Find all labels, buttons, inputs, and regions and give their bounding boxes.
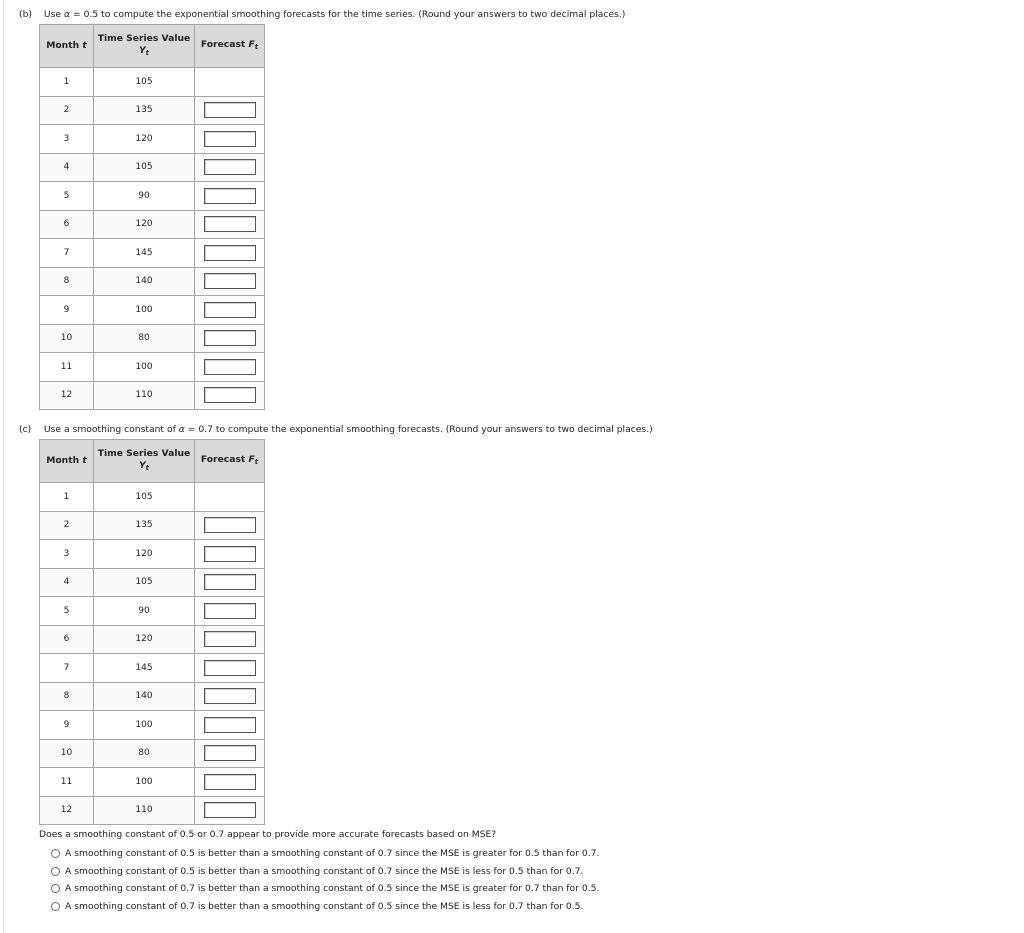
series-value-cell: 100 xyxy=(94,296,195,325)
table-row xyxy=(40,511,265,540)
alpha-0-7-forecast-input-month-11[interactable] xyxy=(204,774,256,790)
alpha-0-7-forecast-input-month-2[interactable] xyxy=(204,517,256,533)
month-cell: 6 xyxy=(40,625,94,654)
series-value-cell: 100 xyxy=(94,353,195,382)
series-value-cell: 135 xyxy=(94,96,195,125)
month-header: Month t xyxy=(40,440,94,483)
table-row xyxy=(40,739,265,768)
table-row xyxy=(40,353,265,382)
forecast-cell xyxy=(195,654,265,683)
alpha-0-5-forecast-input-month-10[interactable] xyxy=(204,330,256,346)
month-cell: 2 xyxy=(40,511,94,540)
series-value-cell: 105 xyxy=(94,568,195,597)
forecast-cell xyxy=(195,239,265,268)
mse-option-2[interactable] xyxy=(51,863,599,881)
alpha-0-5-forecast-input-month-4[interactable] xyxy=(204,159,256,175)
mse-option-1[interactable] xyxy=(51,845,599,863)
table-row xyxy=(40,654,265,683)
table-row xyxy=(40,711,265,740)
mse-option-3[interactable] xyxy=(51,880,599,898)
table-row xyxy=(40,768,265,797)
table-row xyxy=(40,625,265,654)
table-row xyxy=(40,381,265,410)
part-c-question: (c) Use a smoothing constant of α = 0.7 to compute the exponential smoothing forecasts. (Round your answers to two decimal places.) xyxy=(19,424,653,435)
left-border xyxy=(3,0,4,933)
forecast-cell xyxy=(195,625,265,654)
forecast-cell xyxy=(195,682,265,711)
forecast-cell xyxy=(195,353,265,382)
month-cell: 10 xyxy=(40,739,94,768)
month-cell: 1 xyxy=(40,68,94,97)
series-value-cell: 120 xyxy=(94,540,195,569)
series-value-cell: 110 xyxy=(94,381,195,410)
series-header: Time Series Value $Y_t$ xyxy=(94,25,195,68)
alpha-0-5-forecast-input-month-2[interactable] xyxy=(204,102,256,118)
series-value-cell: 100 xyxy=(94,711,195,740)
month-cell: 1 xyxy=(40,483,94,512)
forecast-cell xyxy=(195,267,265,296)
month-cell: 6 xyxy=(40,210,94,239)
month-cell: 8 xyxy=(40,682,94,711)
alpha-0-5-forecast-input-month-12[interactable] xyxy=(204,387,256,403)
table-row xyxy=(40,267,265,296)
alpha-0-5-forecast-input-month-11[interactable] xyxy=(204,359,256,375)
month-cell: 4 xyxy=(40,153,94,182)
series-value-cell: 105 xyxy=(94,153,195,182)
table-row xyxy=(40,210,265,239)
forecast-cell xyxy=(195,182,265,211)
table-row xyxy=(40,540,265,569)
month-cell: 4 xyxy=(40,568,94,597)
forecast-table-alpha-0-7 xyxy=(39,439,265,825)
mse-option-label: A smoothing constant of 0.7 is better than a smoothing constant of 0.5 since the MSE is less for 0.7 than for 0.5. xyxy=(65,900,584,912)
mse-option-4[interactable] xyxy=(51,898,599,916)
forecast-cell xyxy=(195,324,265,353)
series-value-cell: 110 xyxy=(94,796,195,825)
table-row xyxy=(40,239,265,268)
mse-question-block xyxy=(39,829,599,915)
alpha-0-5-forecast-input-month-5[interactable] xyxy=(204,188,256,204)
series-value-cell: 120 xyxy=(94,625,195,654)
table-row xyxy=(40,68,265,97)
table-row xyxy=(40,796,265,825)
alpha-0-7-forecast-input-month-3[interactable] xyxy=(204,546,256,562)
series-value-cell: 145 xyxy=(94,239,195,268)
forecast-cell xyxy=(195,125,265,154)
month-cell: 8 xyxy=(40,267,94,296)
mse-option-label: A smoothing constant of 0.5 is better than a smoothing constant of 0.7 since the MSE is less for 0.5 than for 0.7. xyxy=(65,865,584,877)
forecast-table-alpha-0-5 xyxy=(39,24,265,410)
series-value-cell: 105 xyxy=(94,483,195,512)
table-row xyxy=(40,483,265,512)
series-value-cell: 120 xyxy=(94,210,195,239)
series-header: Time Series Value $Y_t$ xyxy=(94,440,195,483)
table-row xyxy=(40,568,265,597)
alpha-0-5-forecast-input-month-3[interactable] xyxy=(204,131,256,147)
forecast-cell xyxy=(195,540,265,569)
radio-button-icon[interactable] xyxy=(51,884,60,893)
table-row xyxy=(40,96,265,125)
radio-button-icon[interactable] xyxy=(51,902,60,911)
month-cell: 11 xyxy=(40,768,94,797)
alpha-0-7-forecast-input-month-10[interactable] xyxy=(204,745,256,761)
month-header: Month t xyxy=(40,25,94,68)
table-row xyxy=(40,324,265,353)
table-row xyxy=(40,597,265,626)
forecast-cell xyxy=(195,96,265,125)
alpha-0-5-forecast-input-month-6[interactable] xyxy=(204,216,256,232)
alpha-0-7-forecast-input-month-4[interactable] xyxy=(204,574,256,590)
table-row xyxy=(40,296,265,325)
alpha-0-7-forecast-input-month-8[interactable] xyxy=(204,688,256,704)
radio-button-icon[interactable] xyxy=(51,867,60,876)
table-row xyxy=(40,682,265,711)
series-value-cell: 120 xyxy=(94,125,195,154)
month-cell: 3 xyxy=(40,125,94,154)
part-c-label: (c) xyxy=(19,424,32,435)
forecast-cell xyxy=(195,210,265,239)
series-value-cell: 145 xyxy=(94,654,195,683)
series-value-cell: 90 xyxy=(94,597,195,626)
month-cell: 5 xyxy=(40,597,94,626)
forecast-cell xyxy=(195,796,265,825)
forecast-cell xyxy=(195,597,265,626)
series-value-cell: 80 xyxy=(94,324,195,353)
series-value-cell: 90 xyxy=(94,182,195,211)
forecast-cell xyxy=(195,711,265,740)
forecast-header: Forecast $F_t$ xyxy=(195,440,265,483)
forecast-cell xyxy=(195,68,265,97)
month-cell: 11 xyxy=(40,353,94,382)
table-row xyxy=(40,182,265,211)
table-row xyxy=(40,153,265,182)
table-row xyxy=(40,125,265,154)
radio-button-icon[interactable] xyxy=(51,849,60,858)
month-cell: 9 xyxy=(40,296,94,325)
month-cell: 12 xyxy=(40,796,94,825)
series-value-cell: 105 xyxy=(94,68,195,97)
alpha-0-5-forecast-input-month-7[interactable] xyxy=(204,245,256,261)
alpha-0-7-forecast-input-month-6[interactable] xyxy=(204,631,256,647)
forecast-cell xyxy=(195,296,265,325)
alpha-0-7-forecast-input-month-7[interactable] xyxy=(204,660,256,676)
forecast-cell xyxy=(195,739,265,768)
mse-option-label: A smoothing constant of 0.5 is better than a smoothing constant of 0.7 since the MSE is greater for 0.5 than for 0.7. xyxy=(65,848,600,860)
forecast-cell xyxy=(195,511,265,540)
month-cell: 2 xyxy=(40,96,94,125)
forecast-cell xyxy=(195,381,265,410)
series-value-cell: 100 xyxy=(94,768,195,797)
month-cell: 7 xyxy=(40,654,94,683)
month-cell: 10 xyxy=(40,324,94,353)
month-cell: 5 xyxy=(40,182,94,211)
series-value-cell: 135 xyxy=(94,511,195,540)
mse-question: Does a smoothing constant of 0.5 or 0.7 appear to provide more accurate forecasts based on MSE? xyxy=(39,829,497,840)
part-b-label: (b) xyxy=(19,9,33,20)
mse-option-label: A smoothing constant of 0.7 is better than a smoothing constant of 0.5 since the MSE is greater for 0.7 than for 0.5. xyxy=(65,883,600,895)
series-value-cell: 80 xyxy=(94,739,195,768)
forecast-header: Forecast $F_t$ xyxy=(195,25,265,68)
forecast-cell xyxy=(195,483,265,512)
forecast-cell xyxy=(195,153,265,182)
month-cell: 3 xyxy=(40,540,94,569)
alpha-0-5-forecast-input-month-8[interactable] xyxy=(204,273,256,289)
series-value-cell: 140 xyxy=(94,267,195,296)
part-b-question: (b) Use α = 0.5 to compute the exponential smoothing forecasts for the time series. (Round your answers to two decimal places.) xyxy=(19,9,626,20)
alpha-0-7-forecast-input-month-5[interactable] xyxy=(204,603,256,619)
alpha-0-7-forecast-input-month-9[interactable] xyxy=(204,717,256,733)
month-cell: 12 xyxy=(40,381,94,410)
month-cell: 9 xyxy=(40,711,94,740)
forecast-cell xyxy=(195,768,265,797)
alpha-0-5-forecast-input-month-9[interactable] xyxy=(204,302,256,318)
alpha-0-7-forecast-input-month-12[interactable] xyxy=(204,802,256,818)
series-value-cell: 140 xyxy=(94,682,195,711)
month-cell: 7 xyxy=(40,239,94,268)
forecast-cell xyxy=(195,568,265,597)
